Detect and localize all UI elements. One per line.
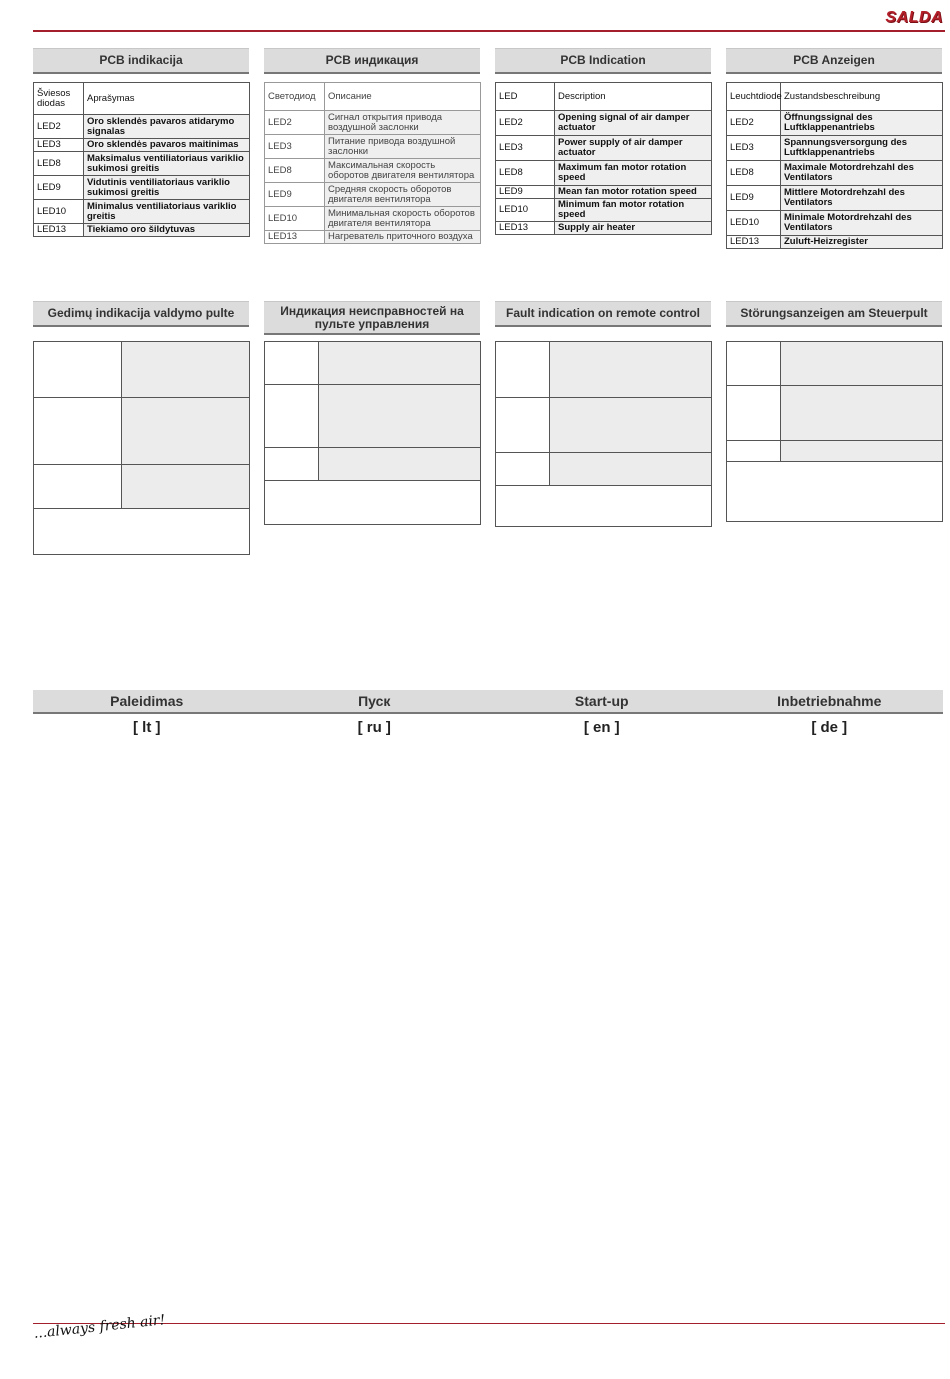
led-label: LED13	[496, 222, 555, 235]
fault-cell	[34, 342, 122, 398]
fault-title-en: Fault indication on remote control	[495, 301, 711, 327]
led-description: Oro sklendės pavaros maitinimas	[84, 139, 250, 152]
led-label: LED10	[496, 199, 555, 222]
led-label: LED13	[265, 231, 325, 244]
col-header-description: Zustandsbeschreibung	[781, 83, 943, 111]
fault-cell	[781, 386, 943, 441]
led-description: Vidutinis ventiliatoriaus variklio sukimosi greitis	[84, 176, 250, 200]
lang-code-de: [ de ]	[811, 719, 848, 736]
fault-cell	[122, 398, 250, 465]
startup-title-ru: Пуск	[358, 693, 391, 709]
fault-title-ru: Индикация неисправностей на пульте управления	[264, 301, 480, 335]
pcb-table-ru	[264, 82, 481, 244]
lang-code-ru: [ ru ]	[357, 719, 391, 736]
startup-title-lt: Paleidimas	[110, 693, 184, 709]
led-description: Сигнал открытия привода воздушной заслонки	[325, 111, 481, 135]
led-description: Нагреватель приточного воздуха	[325, 231, 481, 244]
col-header-led: Šviesos diodas	[34, 83, 84, 115]
led-description: Питание привода воздушной заслонки	[325, 135, 481, 159]
led-label: LED3	[727, 136, 781, 161]
led-description: Минимальная скорость оборотов двигателя вентилятора	[325, 207, 481, 231]
led-label: LED13	[34, 224, 84, 237]
led-description: Mean fan motor rotation speed	[555, 186, 712, 199]
slogan: ...always fresh air!	[33, 1312, 166, 1342]
fault-note	[727, 462, 943, 522]
led-description: Maksimalus ventiliatoriaus variklio sukimosi greitis	[84, 152, 250, 176]
header-rule	[33, 30, 945, 32]
led-description: Supply air heater	[555, 222, 712, 235]
fault-title-lt: Gedimų indikacija valdymo pulte	[33, 301, 249, 327]
led-description: Maximale Motordrehzahl des Ventilators	[781, 161, 943, 186]
led-label: LED10	[265, 207, 325, 231]
fault-cell	[496, 453, 550, 486]
fault-cell	[550, 342, 712, 398]
fault-cell	[265, 342, 319, 385]
pcb-table-de	[726, 82, 943, 249]
led-label: LED10	[34, 200, 84, 224]
fault-cell	[727, 441, 781, 462]
col-header-description: Description	[555, 83, 712, 111]
fault-note	[34, 509, 250, 555]
lang-code-en: [ en ]	[583, 719, 620, 736]
led-label: LED2	[727, 111, 781, 136]
led-description: Zuluft-Heizregister	[781, 236, 943, 249]
col-header-led: Leuchtdiode	[727, 83, 781, 111]
fault-cell	[122, 465, 250, 509]
col-header-description: Aprašymas	[84, 83, 250, 115]
led-description: Maximum fan motor rotation speed	[555, 161, 712, 186]
led-label: LED9	[265, 183, 325, 207]
led-description: Minimale Motordrehzahl des Ventilators	[781, 211, 943, 236]
fault-cell	[781, 342, 943, 386]
led-description: Mittlere Motordrehzahl des Ventilators	[781, 186, 943, 211]
led-label: LED9	[34, 176, 84, 200]
led-label: LED10	[727, 211, 781, 236]
led-label: LED3	[265, 135, 325, 159]
fault-note	[265, 481, 481, 525]
fault-cell	[496, 398, 550, 453]
col-header-led: LED	[496, 83, 555, 111]
fault-cell	[34, 465, 122, 509]
salda-logo: SALDA	[885, 9, 943, 26]
led-label: LED8	[727, 161, 781, 186]
fault-cell	[496, 342, 550, 398]
led-label: LED8	[34, 152, 84, 176]
led-label: LED9	[727, 186, 781, 211]
fault-cell	[265, 448, 319, 481]
startup-title-de: Inbetriebnahme	[777, 693, 882, 709]
led-description: Oro sklendės pavaros atidarymo signalas	[84, 115, 250, 139]
fault-cell	[727, 342, 781, 386]
pcb-table-en	[495, 82, 712, 235]
fault-cell	[727, 386, 781, 441]
col-header-led: Светодиод	[265, 83, 325, 111]
pcb-title-ru: PCB индикация	[264, 48, 480, 74]
fault-cell	[319, 448, 481, 481]
fault-table-lt	[33, 341, 250, 555]
fault-cell	[319, 385, 481, 448]
col-header-description: Описание	[325, 83, 481, 111]
led-description: Minimum fan motor rotation speed	[555, 199, 712, 222]
fault-table-ru	[264, 341, 481, 525]
pcb-title-en: PCB Indication	[495, 48, 711, 74]
led-description: Spannungsversorgung des Luftklappenantriebs	[781, 136, 943, 161]
footer-rule	[33, 1323, 945, 1324]
led-label: LED8	[496, 161, 555, 186]
pcb-table-lt	[33, 82, 250, 237]
fault-note	[496, 486, 712, 527]
startup-title-en: Start-up	[574, 693, 629, 709]
pcb-title-lt: PCB indikacija	[33, 48, 249, 74]
led-label: LED3	[496, 136, 555, 161]
startup-bar	[33, 690, 943, 714]
led-label: LED13	[727, 236, 781, 249]
led-description: Максимальная скорость оборотов двигателя вентилятора	[325, 159, 481, 183]
led-label: LED9	[496, 186, 555, 199]
fault-table-en	[495, 341, 712, 527]
led-description: Средняя скорость оборотов двигателя вентилятора	[325, 183, 481, 207]
fault-cell	[781, 441, 943, 462]
fault-cell	[34, 398, 122, 465]
led-label: LED3	[34, 139, 84, 152]
led-label: LED2	[496, 111, 555, 136]
fault-cell	[319, 342, 481, 385]
led-description: Tiekiamo oro šildytuvas	[84, 224, 250, 237]
led-label: LED2	[265, 111, 325, 135]
led-description: Minimalus ventiliatoriaus variklio greitis	[84, 200, 250, 224]
fault-cell	[265, 385, 319, 448]
pcb-title-de: PCB Anzeigen	[726, 48, 942, 74]
fault-title-de: Störungsanzeigen am Steuerpult	[726, 301, 942, 327]
fault-cell	[122, 342, 250, 398]
lang-code-lt: [ lt ]	[133, 719, 161, 736]
fault-table-de	[726, 341, 943, 522]
led-description: Power supply of air damper actuator	[555, 136, 712, 161]
led-label: LED8	[265, 159, 325, 183]
fault-cell	[550, 398, 712, 453]
led-description: Opening signal of air damper actuator	[555, 111, 712, 136]
led-label: LED2	[34, 115, 84, 139]
fault-cell	[550, 453, 712, 486]
language-codes	[33, 719, 943, 736]
led-description: Öffnungssignal des Luftklappenantriebs	[781, 111, 943, 136]
